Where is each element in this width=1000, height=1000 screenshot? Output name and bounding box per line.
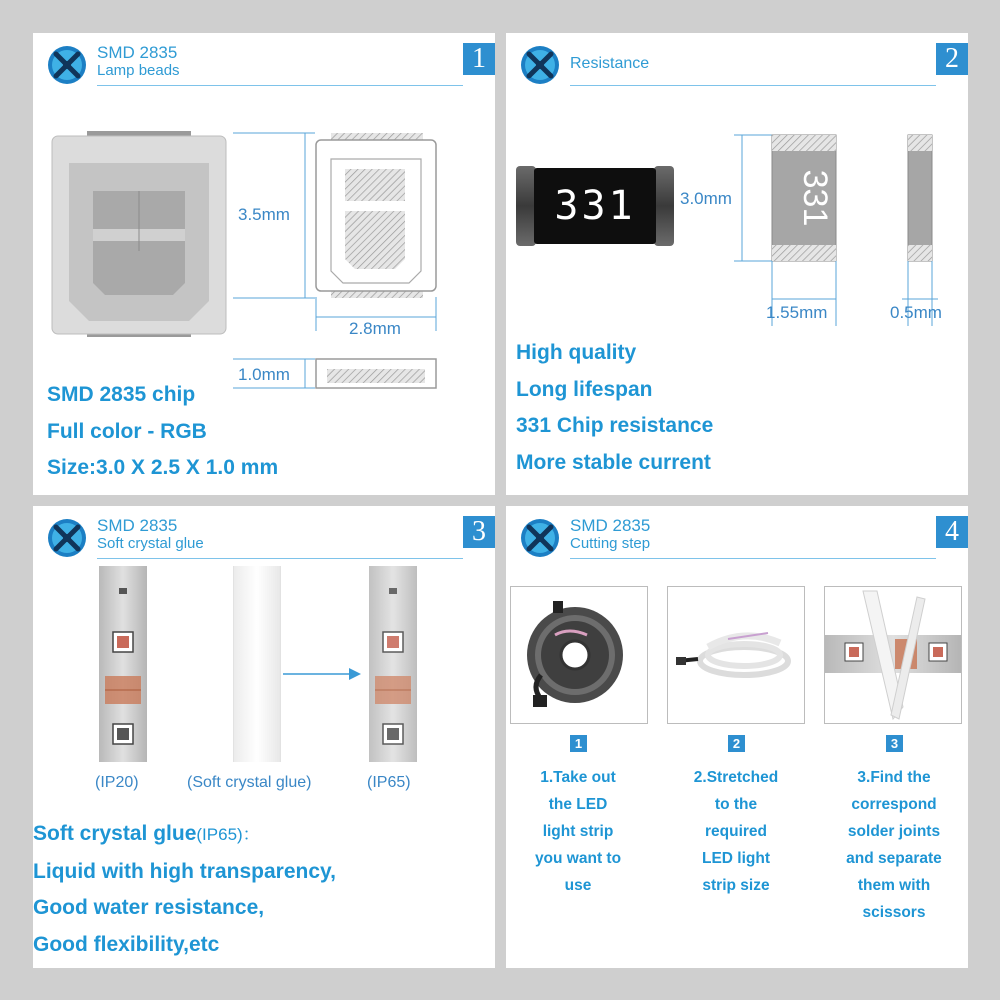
- panel-resistance: [506, 33, 968, 495]
- panel-title-line2: Lamp beads: [97, 62, 180, 79]
- feature-item: Good water resistance,: [33, 896, 265, 919]
- dim-width-label: 2.8mm: [349, 319, 401, 338]
- feature-item: Full color - RGB: [47, 419, 207, 443]
- arrow-right-icon: [281, 666, 363, 682]
- feature-item: High quality: [516, 341, 637, 364]
- title-divider: [97, 85, 463, 86]
- panel-title-line1: SMD 2835: [97, 43, 178, 62]
- dim-thickness-label: 0.5mm: [890, 303, 942, 322]
- panel-title: Resistance: [570, 55, 650, 72]
- ip65-strip-image: [369, 566, 417, 762]
- panel-number-badge: 4: [936, 516, 968, 548]
- step-number-badge: 3: [886, 735, 903, 752]
- panel-number-badge: 2: [936, 43, 968, 75]
- caption-ip65: (IP65): [367, 774, 411, 791]
- title-divider: [97, 558, 463, 559]
- dim-width-label: 1.55mm: [766, 303, 828, 322]
- brand-logo-icon: [520, 45, 560, 85]
- caption-ip20: (IP20): [95, 774, 139, 791]
- panel-title: [97, 44, 180, 80]
- dim-height-label: 3.5mm: [238, 205, 290, 224]
- panel-lamp-beads: [33, 33, 495, 495]
- feature-item: More stable current: [516, 450, 711, 474]
- panel-soft-crystal-glue: [33, 506, 495, 968]
- soft-glue-image: [233, 566, 281, 762]
- feature-item: Liquid with high transparency,: [33, 859, 336, 883]
- step2-image: [667, 586, 805, 724]
- feature-heading: [33, 816, 336, 854]
- step1-image: [510, 586, 648, 724]
- resistor-code: 331: [534, 168, 656, 244]
- resistor-side-drawing: [902, 131, 942, 331]
- step-number-badge: 2: [728, 735, 745, 752]
- panel-title-line2: Cutting step: [570, 535, 651, 552]
- step-number-badge: 1: [570, 735, 587, 752]
- led-chip-image: [49, 131, 229, 339]
- feature-list: [33, 816, 336, 963]
- feature-item: SMD 2835 chip: [47, 383, 196, 406]
- panel-number-badge: 1: [463, 43, 495, 75]
- step-description: 1.Take out the LED light strip you want to use: [534, 769, 622, 894]
- panel-title-line1: SMD 2835: [570, 516, 651, 535]
- title-divider: [570, 85, 936, 86]
- panel-title-line1: SMD 2835: [97, 516, 178, 535]
- feature-list: [47, 377, 278, 487]
- feature-heading-suffix: (IP65)：: [196, 825, 260, 844]
- panel-number-badge: 3: [463, 516, 495, 548]
- resistor-chip-image: [516, 166, 674, 246]
- feature-item: Long lifespan: [516, 377, 653, 401]
- panel-cutting-step: [506, 506, 968, 968]
- step-description: 3.Find the correspond solder joints and separate them with scissors: [846, 769, 942, 921]
- panel-title: [97, 517, 204, 553]
- title-divider: [570, 558, 936, 559]
- resistor-drawing: [734, 131, 864, 331]
- step3-image: [824, 586, 962, 724]
- brand-logo-icon: [47, 518, 87, 558]
- caption-soft-glue: (Soft crystal glue): [187, 774, 312, 791]
- feature-item: 331 Chip resistance: [516, 414, 714, 437]
- feature-item: Size:3.0 X 2.5 X 1.0 mm: [47, 456, 279, 479]
- brand-logo-icon: [520, 518, 560, 558]
- feature-heading-text: Soft crystal glue: [33, 822, 197, 845]
- resistor-drawing-code: 331: [796, 169, 834, 227]
- dim-length-label: 3.0mm: [680, 189, 732, 208]
- dim-thickness-label: 1.0mm: [238, 365, 290, 384]
- brand-logo-icon: [47, 45, 87, 85]
- ip20-strip-image: [99, 566, 147, 762]
- step-description: 2.Stretched to the required LED light strip size: [693, 769, 779, 894]
- panel-title-line2: Soft crystal glue: [97, 535, 204, 552]
- panel-title: [570, 517, 650, 553]
- led-chip-drawing: [233, 131, 493, 331]
- feature-list: [516, 335, 713, 481]
- feature-item: Good flexibility,etc: [33, 932, 220, 956]
